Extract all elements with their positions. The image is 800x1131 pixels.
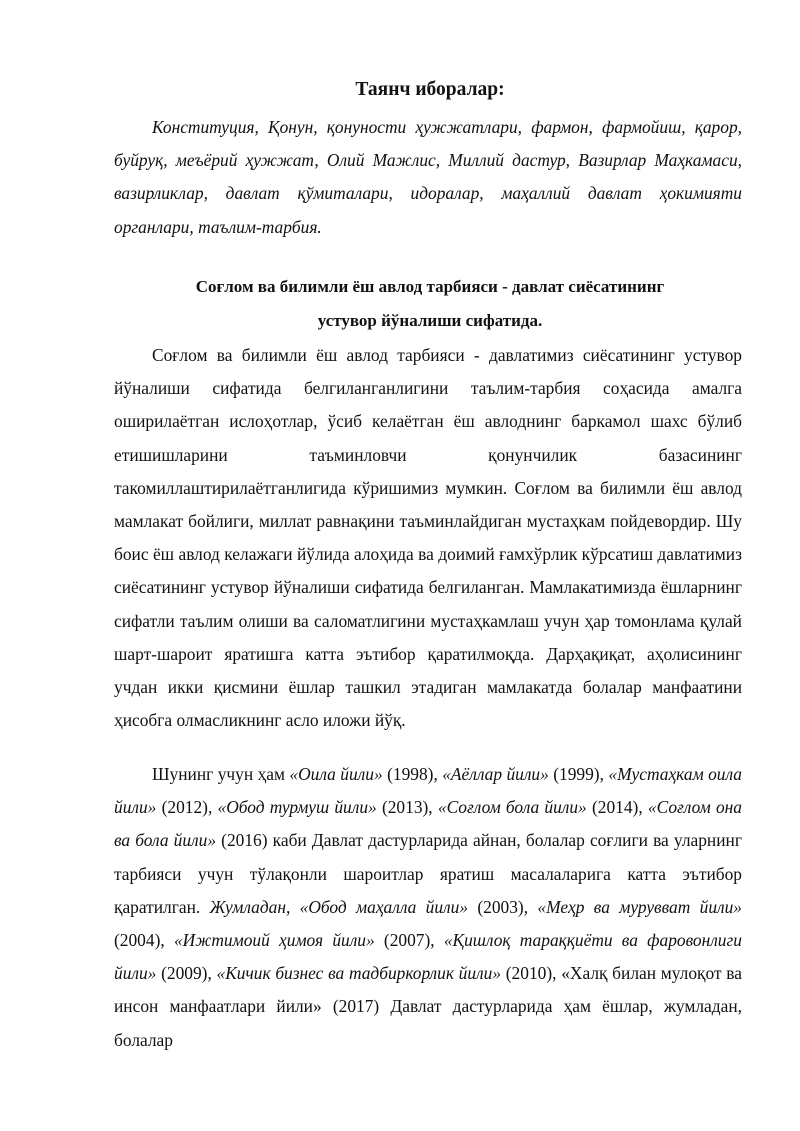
text-run: (2004),	[114, 930, 174, 951]
text-run: Шунинг учун ҳам	[152, 764, 290, 784]
page-title: Таянч иборалар:	[355, 79, 505, 100]
section-heading-line-2: устувор йўналиши сифатида.	[317, 311, 543, 330]
program-name: «Меҳр ва мурувват йили»	[537, 896, 742, 917]
program-name: «Аёллар йили»	[442, 764, 549, 784]
program-name: Жумладан, «Обод маҳалла йили»	[209, 896, 469, 917]
keywords-paragraph: Конституция, Қонун, қонуности ҳужжатлари, фармон, фармойиш, қарор, буйруқ, меъёрий ҳужжат, Олий Мажлис, Миллий дастур, Вазирлар Маҳкамаси, вазирликлар, давлат қўмиталари, идоралар, маҳаллий давлат ҳокимияти органлари, таълим-тарбия.	[114, 117, 742, 237]
program-name: «Кичик бизнес ва тадбиркорлик йили»	[216, 963, 502, 984]
section-heading-line-1: Соғлом ва билимли ёш авлод тарбияси - давлат сиёсатининг	[195, 277, 665, 296]
program-name: «Обод турмуш йили»	[217, 797, 377, 818]
program-name: «Оила йили»	[289, 764, 383, 784]
text-run: (2013),	[376, 797, 438, 818]
text-run: (2014),	[586, 797, 648, 818]
program-name: «Соғлом бола йили»	[437, 797, 587, 818]
program-name: «Қишлоқ тараққиёти ва фаровонлиги йили»	[114, 930, 742, 984]
program-name: «Соғлом она ва бола йили»	[114, 797, 742, 851]
text-run: (2012),	[156, 797, 218, 818]
text-run: (2009),	[156, 963, 217, 984]
text-run: (2016) каби Давлат дастурларида айнан, болалар соғлиги ва уларнинг тарбияси учун тўлақонли шароитлар яратиш масалаларига катта эътибор қаратилган.	[114, 830, 742, 917]
body-paragraph-1: Соғлом ва билимли ёш авлод тарбияси - давлатимиз сиёсатининг устувор йўналиши сифатида белгиланганлигини таълим-тарбия соҳасида амалга оширилаётган ислоҳотлар, ўсиб келаётган ёш авлоднинг баркамол шахс бўлиб етишишларини таъминловчи қонунчилик базасининг такомиллаштирилаётганлигида кўришимиз мумкин. Соғлом ва билимли ёш авлод мамлакат бойлиги, миллат равнақини таъминлайдиган мустаҳкам пойдевордир. Шу боис ёш авлод келажаги йўлида алоҳида ва доимий ғамхўрлик кўрсатиш давлатимиз сиёсатининг устувор йўналиши сифатида белгиланган. Мамлакатимизда ёшларнинг сифатли таълим олиши ва саломатлигини мустаҳкамлаш учун ҳар томонлама қулай шарт-шароит яратишга катта эътибор қаратилмоқда. Дарҳақиқат, аҳолисининг учдан икки қисмини ёшлар ташкил этадиган мамлакатда болалар манфаатини ҳисобга олмасликнинг асло иложи йўқ.	[114, 345, 742, 731]
program-name: «Мустаҳкам оила йили»	[114, 764, 742, 818]
text-run: (1999),	[548, 764, 609, 784]
text-run: (2007),	[374, 930, 444, 951]
program-name: «Ижтимоий ҳимоя йили»	[173, 930, 375, 951]
text-run: (2010), «Халқ билан мулоқот ва инсон манфаатлари йили» (2017) Давлат дастурларида ҳам ёшлар, жумладан, болалар	[114, 963, 742, 1050]
body-paragraph-2	[114, 758, 742, 1057]
text-run: (2003),	[468, 896, 538, 917]
text-run: (1998),	[382, 764, 443, 784]
